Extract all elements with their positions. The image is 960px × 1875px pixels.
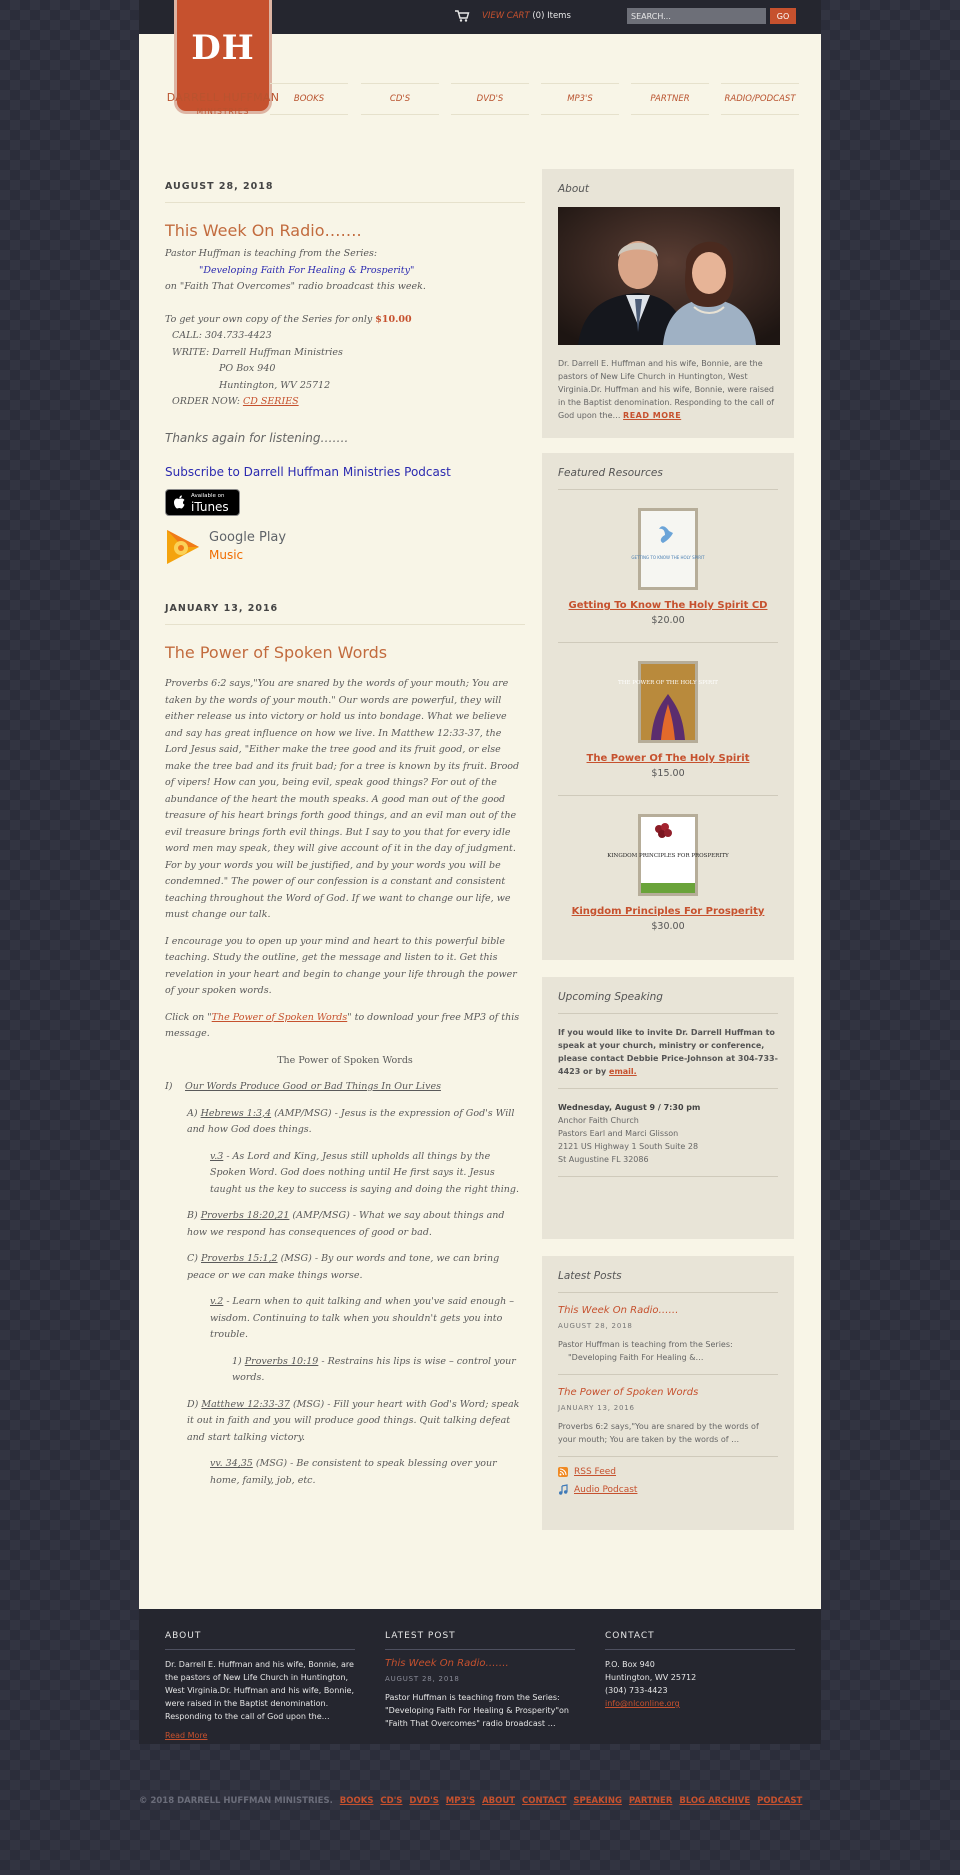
call-line: CALL: 304.733-4423 [172,330,272,341]
footer-nav-books[interactable]: BOOKS [339,1796,374,1806]
outline-title: The Power of Spoken Words [277,1054,413,1066]
itunes-big-text: iTunes [191,499,229,514]
latest-post-date: AUGUST 28, 2018 [558,1322,633,1330]
scripture-link[interactable]: vv. 34,35 [210,1458,253,1469]
nav-partner[interactable]: PARTNER [631,83,709,115]
resource-price: $15.00 [651,768,685,779]
post-line: on "Faith That Overcomes" radio broadcast this week. [165,281,426,292]
sidebar-heading: Upcoming Speaking [558,991,778,1014]
google-play-music-badge[interactable] [165,526,525,566]
resource-cover[interactable] [607,814,729,896]
footer-nav-about[interactable]: ABOUT [482,1796,516,1806]
post-line: Pastor Huffman is teaching from the Series: [165,248,378,259]
outline-text: (MSG) - By our words and tone, we can bring peace or we can make things worse. [187,1253,500,1281]
search-input[interactable] [627,8,766,24]
outline-text: - Restrains his lips is wise – control your words. [232,1355,516,1383]
footer-heading: LATEST POST [385,1631,575,1650]
email-link[interactable]: email. [609,1067,637,1076]
footer-nav-dvds[interactable]: DVD'S [409,1796,439,1806]
nav-books[interactable]: BOOKS [270,83,348,115]
nav-dvds[interactable]: DVD'S [451,83,529,115]
outline-text: - Learn when to quit talking and when you've said enough – wisdom. Continuing to talk when you shouldn't gets you into trouble. [210,1296,514,1340]
post-title[interactable]: The Power of Spoken Words [165,643,388,662]
nav-mp3s[interactable]: MP3'S [541,83,619,115]
outline-text: (MSG) - Be consistent to speak blessing over your home, family, job, etc. [210,1458,497,1486]
scripture-link[interactable]: Proverbs 15:1,2 [201,1253,278,1264]
post-date: JANUARY 13, 2016 [165,603,525,625]
resource-cover[interactable] [618,661,718,743]
footer-nav-blog-archive[interactable]: BLOG ARCHIVE [679,1796,751,1806]
latest-post-item [558,1375,778,1457]
sidebar-latest-posts [542,1256,794,1530]
cart-summary [482,11,571,21]
outline-text: (MSG) - Fill your heart with God's Word; speak it out in faith and you will produce good things. Quit talking defeat and start talking victory. [187,1398,520,1443]
outline-letter: C) [187,1253,201,1264]
outline-text: (AMP/MSG) - Jesus is the expression of God's Will and how God does things. [187,1107,515,1135]
scripture-link[interactable]: v.2 [210,1296,224,1307]
thanks-text: Thanks again for listening……. [165,430,349,445]
latest-post-excerpt: Proverbs 6:2 says,"You are snared by the words of your mouth; You are taken by the words of … [558,1422,759,1444]
footer-nav-speaking[interactable]: SPEAKING [573,1796,622,1806]
resource-item [558,643,778,796]
scripture-link[interactable]: Hebrews 1:3,4 [200,1107,272,1119]
footer-contact [605,1631,795,1710]
outline-a [165,1106,525,1139]
outline-1 [165,1354,525,1387]
kingdom-book-art [607,817,729,893]
event-date: Wednesday, August 9 / 7:30 pm [558,1103,701,1112]
event-line: Pastors Earl and Marci Glisson [558,1129,679,1138]
search-go-button[interactable]: GO [770,8,796,24]
resource-name-link[interactable]: The Power Of The Holy Spirit [586,753,750,764]
scripture-link[interactable]: Proverbs 18:20,21 [200,1210,290,1221]
footer-about-text: Dr. Darrell E. Huffman and his wife, Bonnie, are the pastors of New Life Church in Huntington, West Virginia.Dr. Huffman and his wife, Bonnie, were raised in the Baptist denomination. Responding to the call of God upon the… [165,1660,355,1721]
resource-name-link[interactable]: Getting To Know The Holy Spirit CD [568,600,768,611]
resource-price: $30.00 [651,921,685,932]
sidebar-heading: About [558,183,590,195]
latest-post-title[interactable]: The Power of Spoken Words [558,1387,699,1398]
footer-read-more-link[interactable]: Read More [165,1731,208,1740]
scripture-link[interactable]: v.3 [210,1150,224,1162]
about-body: Dr. Darrell E. Huffman and his wife, Bonnie, are the pastors of New Life Church in Huntington, West Virginia.Dr. Huffman and his wife, Bonnie, were raised in the Baptist denomination. Responding to the call of God upon the… [558,359,775,420]
write-line: WRITE: Darrell Huffman Ministries [172,346,343,358]
post-paragraph: I encourage you to open up your mind and heart to this powerful bible teaching. Study the outline, get the message and listen to it. Get this revelation in your heart and begin to change your life through the power of your spoken words. [165,935,517,996]
address-line: Huntington, WV 25712 [219,379,331,391]
outline-letter: D) [187,1398,202,1410]
resource-item [558,490,778,643]
event-line: 2121 US Highway 1 South Suite 28 [558,1142,699,1151]
order-label: ORDER NOW: [172,396,243,407]
rss-feed-link[interactable]: RSS Feed [574,1467,617,1477]
outline-v2 [165,1294,525,1344]
invite-text [558,1026,778,1089]
google-play-text: Google Play [209,529,287,545]
rss-icon [558,1467,568,1477]
outline-letter: B) [187,1210,201,1221]
latest-post-date: JANUARY 13, 2016 [558,1404,635,1412]
copyright-text: © 2018 DARRELL HUFFMAN MINISTRIES. [139,1796,333,1806]
order-now [165,394,525,411]
outline-number: 1) [232,1355,245,1367]
latest-post-excerpt: Pastor Huffman is teaching from the Series: [558,1340,733,1349]
footer-nav-cds[interactable]: CD'S [380,1796,403,1806]
click-post: " to download your free MP3 of this message. [165,1011,520,1039]
itunes-small-text: Available on [191,492,225,499]
audio-row[interactable] [558,1485,778,1495]
event-line: Anchor Faith Church [558,1116,639,1125]
cover-title: THE POWER OF THE HOLY SPIRIT [618,680,718,686]
footer-latest-title[interactable]: This Week On Radio……. [385,1658,509,1669]
audio-podcast-link[interactable]: Audio Podcast [574,1485,638,1495]
latest-post-excerpt: "Developing Faith For Healing &… [568,1353,704,1362]
cover-title: KINGDOM PRINCIPLES FOR PROSPERITY [607,853,729,859]
google-play-music-icon [165,528,201,566]
resource-price: $20.00 [651,615,685,626]
dove-icon [631,511,705,587]
outline-c [165,1251,525,1284]
main-nav [270,83,794,115]
cover-title: GETTING TO KNOW THE HOLY SPIRIT [631,555,705,560]
holy-spirit-book-art [618,664,718,740]
footer-nav-partner[interactable]: PARTNER [628,1796,673,1806]
outline-vv [165,1456,525,1489]
sidebar-heading: Featured Resources [558,467,778,490]
cart-count: (0) [532,11,545,21]
scripture-link[interactable]: Matthew 12:33-37 [201,1398,290,1410]
view-cart-link[interactable]: VIEW CART [482,11,530,21]
latest-post-title[interactable]: This Week On Radio…… [558,1305,679,1316]
event-line: St Augustine FL 32086 [558,1155,649,1164]
footer-latest-post [385,1631,598,1730]
music-text: Music [209,547,244,562]
nav-radio-podcast[interactable]: RADIO/PODCAST [721,83,799,115]
cd-series-link[interactable]: CD SERIES [242,396,299,407]
sidebar-featured-resources [542,453,794,960]
logo-name: DARRELL HUFFMAN [166,91,280,104]
footer [139,1609,821,1744]
contact-line: P.O. Box 940 [605,1660,655,1669]
rss-row[interactable] [558,1467,778,1477]
cart-items-label: Items [547,11,571,21]
logo-letters: DH [191,28,255,68]
click-pre: Click on " [165,1011,212,1023]
footer-latest-text: Pastor Huffman is teaching from the Series: "Developing Faith For Healing & Prosperity"on "Faith That Overcomes" radio broadcast … [385,1693,598,1728]
download-line [165,1010,525,1043]
contact-email-link[interactable]: info@nlconline.org [605,1699,680,1708]
footer-nav-mp3s[interactable]: MP3'S [445,1796,476,1806]
mp3-download-link[interactable]: The Power of Spoken Words [211,1011,348,1023]
event-item [558,1089,778,1177]
post-date: AUGUST 28, 2018 [165,181,525,203]
series-title: "Developing Faith For Healing & Prosperity" [199,264,415,276]
outline-heading: Our Words Produce Good or Bad Things In Our Lives [185,1081,441,1092]
latest-post-item [558,1293,778,1375]
copy-offer [165,312,525,329]
sidebar-upcoming-speaking [542,977,794,1239]
footer-heading: ABOUT [165,1631,355,1650]
footer-about [165,1631,355,1740]
cart-icon[interactable] [455,10,469,22]
resource-name-link[interactable]: Kingdom Principles For Prosperity [571,906,765,917]
outline-point-1 [165,1079,525,1096]
footer-nav-contact[interactable]: CONTACT [522,1796,567,1806]
music-note-icon [558,1485,568,1495]
outline-v3 [165,1149,525,1199]
read-more-link[interactable]: READ MORE [623,411,682,420]
scripture-link[interactable]: Proverbs 10:19 [244,1355,319,1367]
nav-cds[interactable]: CD'S [361,83,439,115]
post-this-week-on-radio [165,181,525,566]
sidebar-heading: Latest Posts [558,1270,778,1293]
about-text [558,357,778,422]
post-paragraph: Proverbs 6:2 says,"You are snared by the words of your mouth; You are taken by the words of your mouth." Our words are powerful, they will either release us into victory or hold us into bondage. What we believe and say has great influence on how we live. In Matthew 12:33-37, the Lord Jesus said, "Either make the tree good and its fruit good, or else make the tree bad and its fruit bad; for a tree is known by its fruit. Brood of vipers! How can you, being evil, speak good things? For out of the abundance of the heart the mouth speaks. A good man out of the good treasure of his heart brings forth good things, and an evil man out of the evil treasure brings forth evil things. But I say to you that for every idle word men may speak, they will give account of it in the day of judgment. For by your words you will be justified, and by your words you will be condemned." The power of our confession is a constant and consistent teaching throughout the Word of God. If we want to change our life, we must change our talk. [165,678,520,920]
footer-nav-podcast[interactable]: PODCAST [757,1796,803,1806]
footer-latest-date: AUGUST 28, 2018 [385,1675,460,1683]
apple-icon [173,495,186,510]
itunes-badge[interactable] [165,489,240,516]
copyright-bar [139,1796,821,1806]
outline-letter: A) [187,1107,201,1119]
contact-line: (304) 733-4423 [605,1686,668,1695]
footer-heading: CONTACT [605,1631,795,1650]
resource-item [558,796,778,948]
outline-text: - As Lord and King, Jesus still upholds all things by the Spoken Word. God does nothing until He first says it. Jesus taught us the key to success is saying and doing the right thing. [210,1150,520,1195]
logo-subtitle: MINISTRIES [196,107,250,116]
outline-text: (AMP/MSG) - What we say about things and how we respond has consequences of good or bad. [187,1210,505,1238]
post-title[interactable]: This Week On Radio……. [165,221,362,240]
invite-body: If you would like to invite Dr. Darrell Huffman to speak at your church, ministry or conference, please contact Debbie Price-Johnson at 304-733-4423 or by [558,1028,778,1076]
contact-line: Huntington, WV 25712 [605,1673,697,1682]
pastors-photo [558,207,780,345]
price: $10.00 [375,313,412,325]
address-line: PO Box 940 [219,363,276,374]
sidebar-about [542,169,794,438]
resource-cover[interactable] [631,508,705,590]
copy-offer-text: To get your own copy of the Series for only [165,313,376,325]
post-power-of-spoken-words [165,603,525,1489]
outline-number: I) [165,1081,173,1092]
subscribe-heading: Subscribe to Darrell Huffman Ministries Podcast [165,464,451,479]
outline-b [165,1208,525,1241]
outline-d [165,1397,525,1447]
